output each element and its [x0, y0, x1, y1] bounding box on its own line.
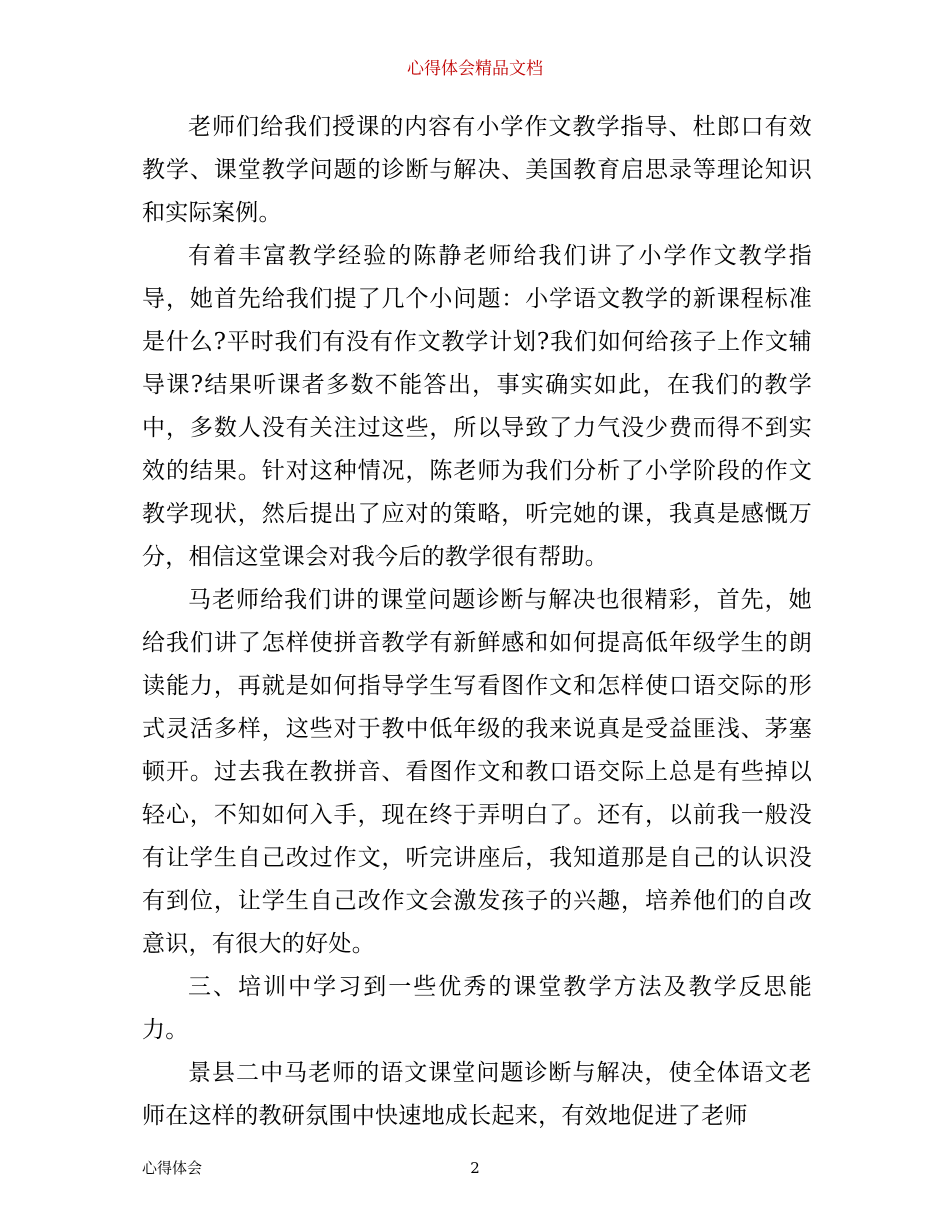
- document-body: [142, 106, 812, 1138]
- page-header-title: 心得体会精品文档: [407, 59, 543, 79]
- paragraph-5: 景县二中马老师的语文课堂问题诊断与解决，使全体语文老师在这样的教研氛围中快速地成长起来，有效地促进了老师: [142, 1060, 812, 1129]
- paragraph-1: 老师们给我们授课的内容有小学作文教学指导、杜郎口有效教学、课堂教学问题的诊断与解决、美国教育启思录等理论知识和实际案例。: [142, 114, 812, 226]
- page-number: 2: [470, 1159, 480, 1177]
- footer-label: 心得体会: [142, 1159, 203, 1177]
- paragraph-3: 马老师给我们讲的课堂问题诊断与解决也很精彩，首先，她给我们讲了怎样使拼音教学有新鲜感和如何提高低年级学生的朗读能力，再就是如何指导学生写看图作文和怎样使口语交际的形式灵活多样，这些对于教中低年级的我来说真是受益匪浅、茅塞顿开。过去我在教拼音、看图作文和教口语交际上总是有些掉以轻心，不知如何入手，现在终于弄明白了。还有，以前我一般没有让学生自己改过作文，听完讲座后，我知道那是自己的认识没有到位，让学生自己改作文会激发孩子的兴趣，培养他们的自改意识，有很大的好处。: [142, 587, 812, 957]
- paragraph-4-section-heading: 三、培训中学习到一些优秀的课堂教学方法及教学反思能力。: [142, 974, 812, 1043]
- paragraph-2: 有着丰富教学经验的陈静老师给我们讲了小学作文教学指导，她首先给我们提了几个小问题：小学语文教学的新课程标准是什么?平时我们有没有作文教学计划?我们如何给孩子上作文辅导课?结果听课者多数不能答出，事实确实如此，在我们的教学中，多数人没有关注过这些，所以导致了力气没少费而得不到实效的结果。针对这种情况，陈老师为我们分析了小学阶段的作文教学现状，然后提出了应对的策略，听完她的课，我真是感慨万分，相信这堂课会对我今后的教学很有帮助。: [142, 243, 812, 570]
